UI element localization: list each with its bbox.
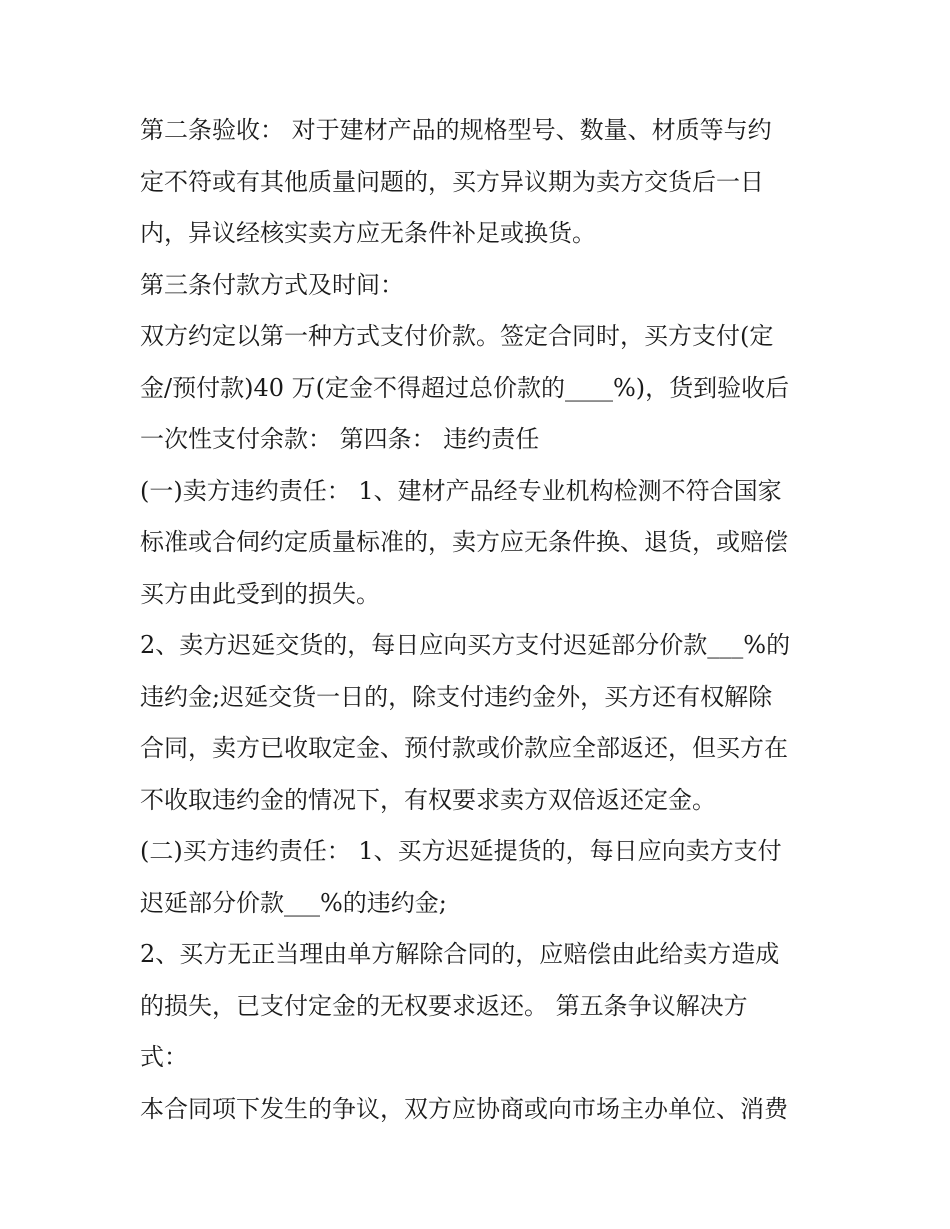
- text-line-3: 内，异议经核实卖方应无条件补足或换货。: [140, 219, 596, 247]
- text-line-8: (一)卖方违约责任： 1、建材产品经专业机构检测不符合国家: [140, 476, 782, 505]
- text-line-19: 式：: [140, 1043, 188, 1071]
- text-line-9: 标准或合伺约定质量标准的，卖方应无条件换、退货，或赔偿: [140, 528, 788, 556]
- text-line-7: 一次性支付余款： 第四条： 违约责任: [140, 425, 540, 453]
- text-line-6: 金/预付款)40 万(定金不得超过总价款的____%)，货到验收后: [140, 373, 790, 402]
- text-line-11: 2、卖方迟延交货的，每日应向买方支付迟延部分价款___%的: [140, 631, 791, 659]
- text-line-15: (二)买方违约责任： 1、买方迟延提货的，每日应向卖方支付: [140, 837, 782, 865]
- text-line-20: 本合同项下发生的争议，双方应协商或向市场主办单位、消费: [140, 1094, 788, 1123]
- text-line-5: 双方约定以第一种方式支付价款。签定合同时，买方支付(定: [140, 322, 774, 350]
- text-line-18: 的损失，已支付定金的无权要求返还。 第五条争议解决方: [140, 991, 748, 1020]
- text-line-2: 定不符或有其他质量问题的，买方异议期为卖方交货后一日: [140, 167, 764, 196]
- text-line-12: 违约金;迟延交货一日的，除支付违约金外，买方还有权解除: [140, 682, 773, 711]
- text-line-17: 2、买方无正当理由单方解除合同的，应赔偿由此给卖方造成: [140, 940, 780, 968]
- text-line-4: 第三条付款方式及时间：: [140, 270, 404, 299]
- text-line-1: 第二条验收： 对于建材产品的规格型号、数量、材质等与约: [140, 116, 772, 144]
- document-body: [140, 105, 830, 1135]
- text-line-16: 迟延部分价款___%的违约金;: [140, 888, 447, 917]
- text-line-10: 买方由此受到的损失。: [140, 579, 380, 608]
- text-line-13: 合同，卖方已收取定金、预付款或价款应全部返还，但买方在: [140, 734, 788, 762]
- text-line-14: 不收取违约金的情况下，有权要求卖方双倍返还定金。: [140, 785, 716, 814]
